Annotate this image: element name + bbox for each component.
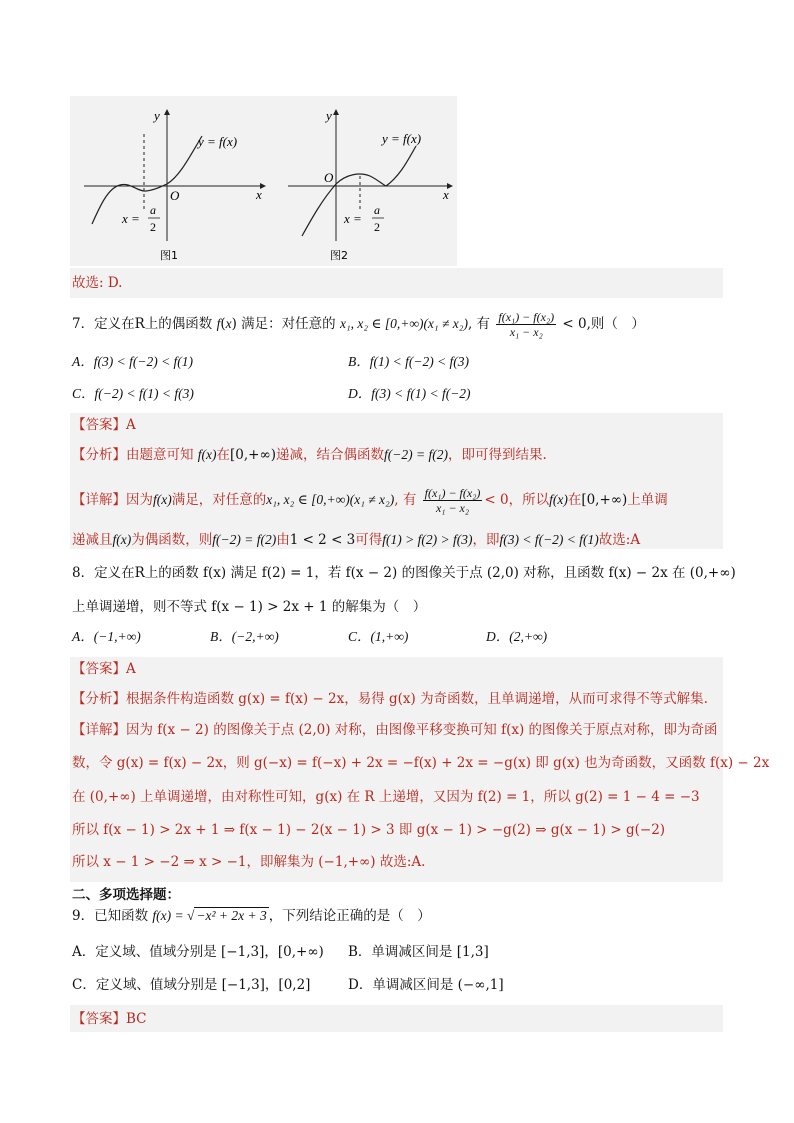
q8-analysis: 【分析】根据条件构造函数 g(x) = f(x) − 2x，易得 g(x) 为奇函数，且单调递增，从而可求得不等式解集. bbox=[72, 691, 708, 707]
q8-detail-1: 【详解】因为 f(x − 2) 的图像关于点 (2,0) 对称，由图像平移变换可知 f(x) 的图像关于原点对称，即为奇函 bbox=[72, 722, 718, 738]
fig1-line-x: x = bbox=[122, 211, 140, 226]
q8-detail-5: 所以 x − 1 > −2 ⇒ x > −1，即解集为 (−1,+∞) 故选:A. bbox=[72, 854, 426, 870]
fig2-x-label: x bbox=[443, 187, 449, 202]
q7-detail-line2: 递减且f(x)为偶函数，则f(−2) = f(2)由1 < 2 < 3可得f(1) > f(2) > f(3)，即f(3) < f(−2) < f(1)故选:A bbox=[72, 532, 641, 548]
q7-fraction: $\frac{\text{f(x₁) − f(x₂)}}{\text{x₁ − x₂}}$ bbox=[498, 310, 555, 339]
fig1-y-label: y bbox=[154, 108, 160, 123]
q8-option-a: A．(−1,+∞) bbox=[72, 629, 141, 644]
fig1-line-den: 2 bbox=[150, 220, 156, 234]
fig2-line-num: a bbox=[374, 203, 380, 217]
q8-detail-4: 所以 f(x − 1) > 2x + 1 ⇒ f(x − 1) − 2(x − 1) > 3 即 g(x − 1) > −g(2) ⇒ g(x − 1) > g(−2) bbox=[72, 822, 666, 838]
figures-svg bbox=[70, 96, 460, 268]
q7-option-c: C．f(−2) < f(1) < f(3) bbox=[72, 386, 194, 401]
fig1-caption: 图1 bbox=[160, 249, 178, 262]
choose-d: 故选: D. bbox=[72, 275, 123, 291]
fig2-curve-label: y = f(x) bbox=[382, 131, 422, 146]
q7-option-a: A．f(3) < f(−2) < f(1) bbox=[72, 354, 194, 369]
fig2-y-label: y bbox=[326, 108, 332, 123]
fig2-line-x: x = bbox=[344, 211, 362, 226]
figure-1 bbox=[84, 108, 265, 262]
q8-detail-2: 数，令 g(x) = f(x) − 2x，则 g(−x) = f(−x) + 2x = −f(x) + 2x = −g(x) 即 g(x) 也为奇函数，又函数 f(x) − 2x bbox=[72, 755, 770, 771]
q7-option-d: D．f(3) < f(1) < f(−2) bbox=[348, 386, 471, 401]
fig1-origin: O bbox=[170, 188, 180, 203]
q9-stem: 9．已知函数 f(x) = √ −x² + 2x + 3 ，下列结论正确的是（ ） bbox=[72, 908, 431, 924]
fig2-origin: O bbox=[324, 170, 334, 185]
fig1-x-label: x bbox=[256, 187, 262, 202]
q9-option-d: D．单调减区间是 (−∞,1] bbox=[348, 977, 504, 993]
q9-answer-block bbox=[70, 1005, 723, 1032]
q9-option-b: B．单调减区间是 [1,3] bbox=[348, 944, 489, 960]
q9-answer: 【答案】BC bbox=[72, 1011, 147, 1027]
q8-option-b: B．(−2,+∞) bbox=[210, 629, 279, 644]
figure-2 bbox=[288, 108, 452, 262]
fig1-curve-label: y = f(x) bbox=[198, 134, 238, 149]
q8-stem-line1: 8．定义在R上的函数 f(x) 满足 f(2) = 1，若 f(x − 2) 的图像关于点 (2,0) 对称，且函数 f(x) − 2x 在 (0,+∞) bbox=[72, 565, 736, 581]
q8-detail-3: 在 (0,+∞) 上单调递增，由对称性可知，g(x) 在 R 上递增，又因为 f(2) = 1，所以 g(2) = 1 − 4 = −3 bbox=[72, 789, 700, 805]
choose-d-row bbox=[70, 268, 723, 298]
q8-option-c: C．(1,+∞) bbox=[348, 629, 409, 644]
q8-option-d: D．(2,+∞) bbox=[486, 629, 548, 644]
q9-option-a: A．定义域、值域分别是 [−1,3]，[0,+∞) bbox=[72, 944, 324, 960]
section-2-heading: 二、多项选择题： bbox=[72, 887, 180, 903]
fig2-line-den: 2 bbox=[374, 220, 380, 234]
fig2-caption: 图2 bbox=[330, 249, 348, 262]
q7-solution-block bbox=[70, 413, 723, 549]
q7-answer: 【答案】A bbox=[72, 417, 136, 433]
q7-analysis: 【分析】由题意可知 f(x)在[0,+∞)递减，结合偶函数f(−2) = f(2)，即可得到结果. bbox=[72, 447, 547, 463]
q7-detail-line1: 【详解】因为f(x)满足，对任意的x₁, x₂ ∈ [0,+∞)(x₁ ≠ x₂), 有 $\frac{\text{f(x₁) − f(x₂)}}{\text{x₁ − x₂}}$ < 0，所以f(x)在[0,+∞)上单调 bbox=[72, 486, 668, 515]
q8-answer: 【答案】A bbox=[72, 661, 136, 677]
q7-option-b: B．f(1) < f(−2) < f(3) bbox=[348, 354, 470, 369]
q8-stem-line2: 上单调递增，则不等式 f(x − 1) > 2x + 1 的解集为（ ） bbox=[72, 599, 427, 615]
fig1-line-num: a bbox=[150, 203, 156, 217]
q7-stem: 7．定义在R上的偶函数 f(x) 满足：对任意的 x₁, x₂ ∈ [0,+∞)(x₁ ≠ x₂), 有 $\frac{\text{f(x₁) − f(x₂)}}{\text{x₁ − x₂}}$ < 0,则（ ） bbox=[72, 310, 645, 339]
q9-option-c: C．定义域、值域分别是 [−1,3]，[0,2] bbox=[72, 977, 311, 993]
